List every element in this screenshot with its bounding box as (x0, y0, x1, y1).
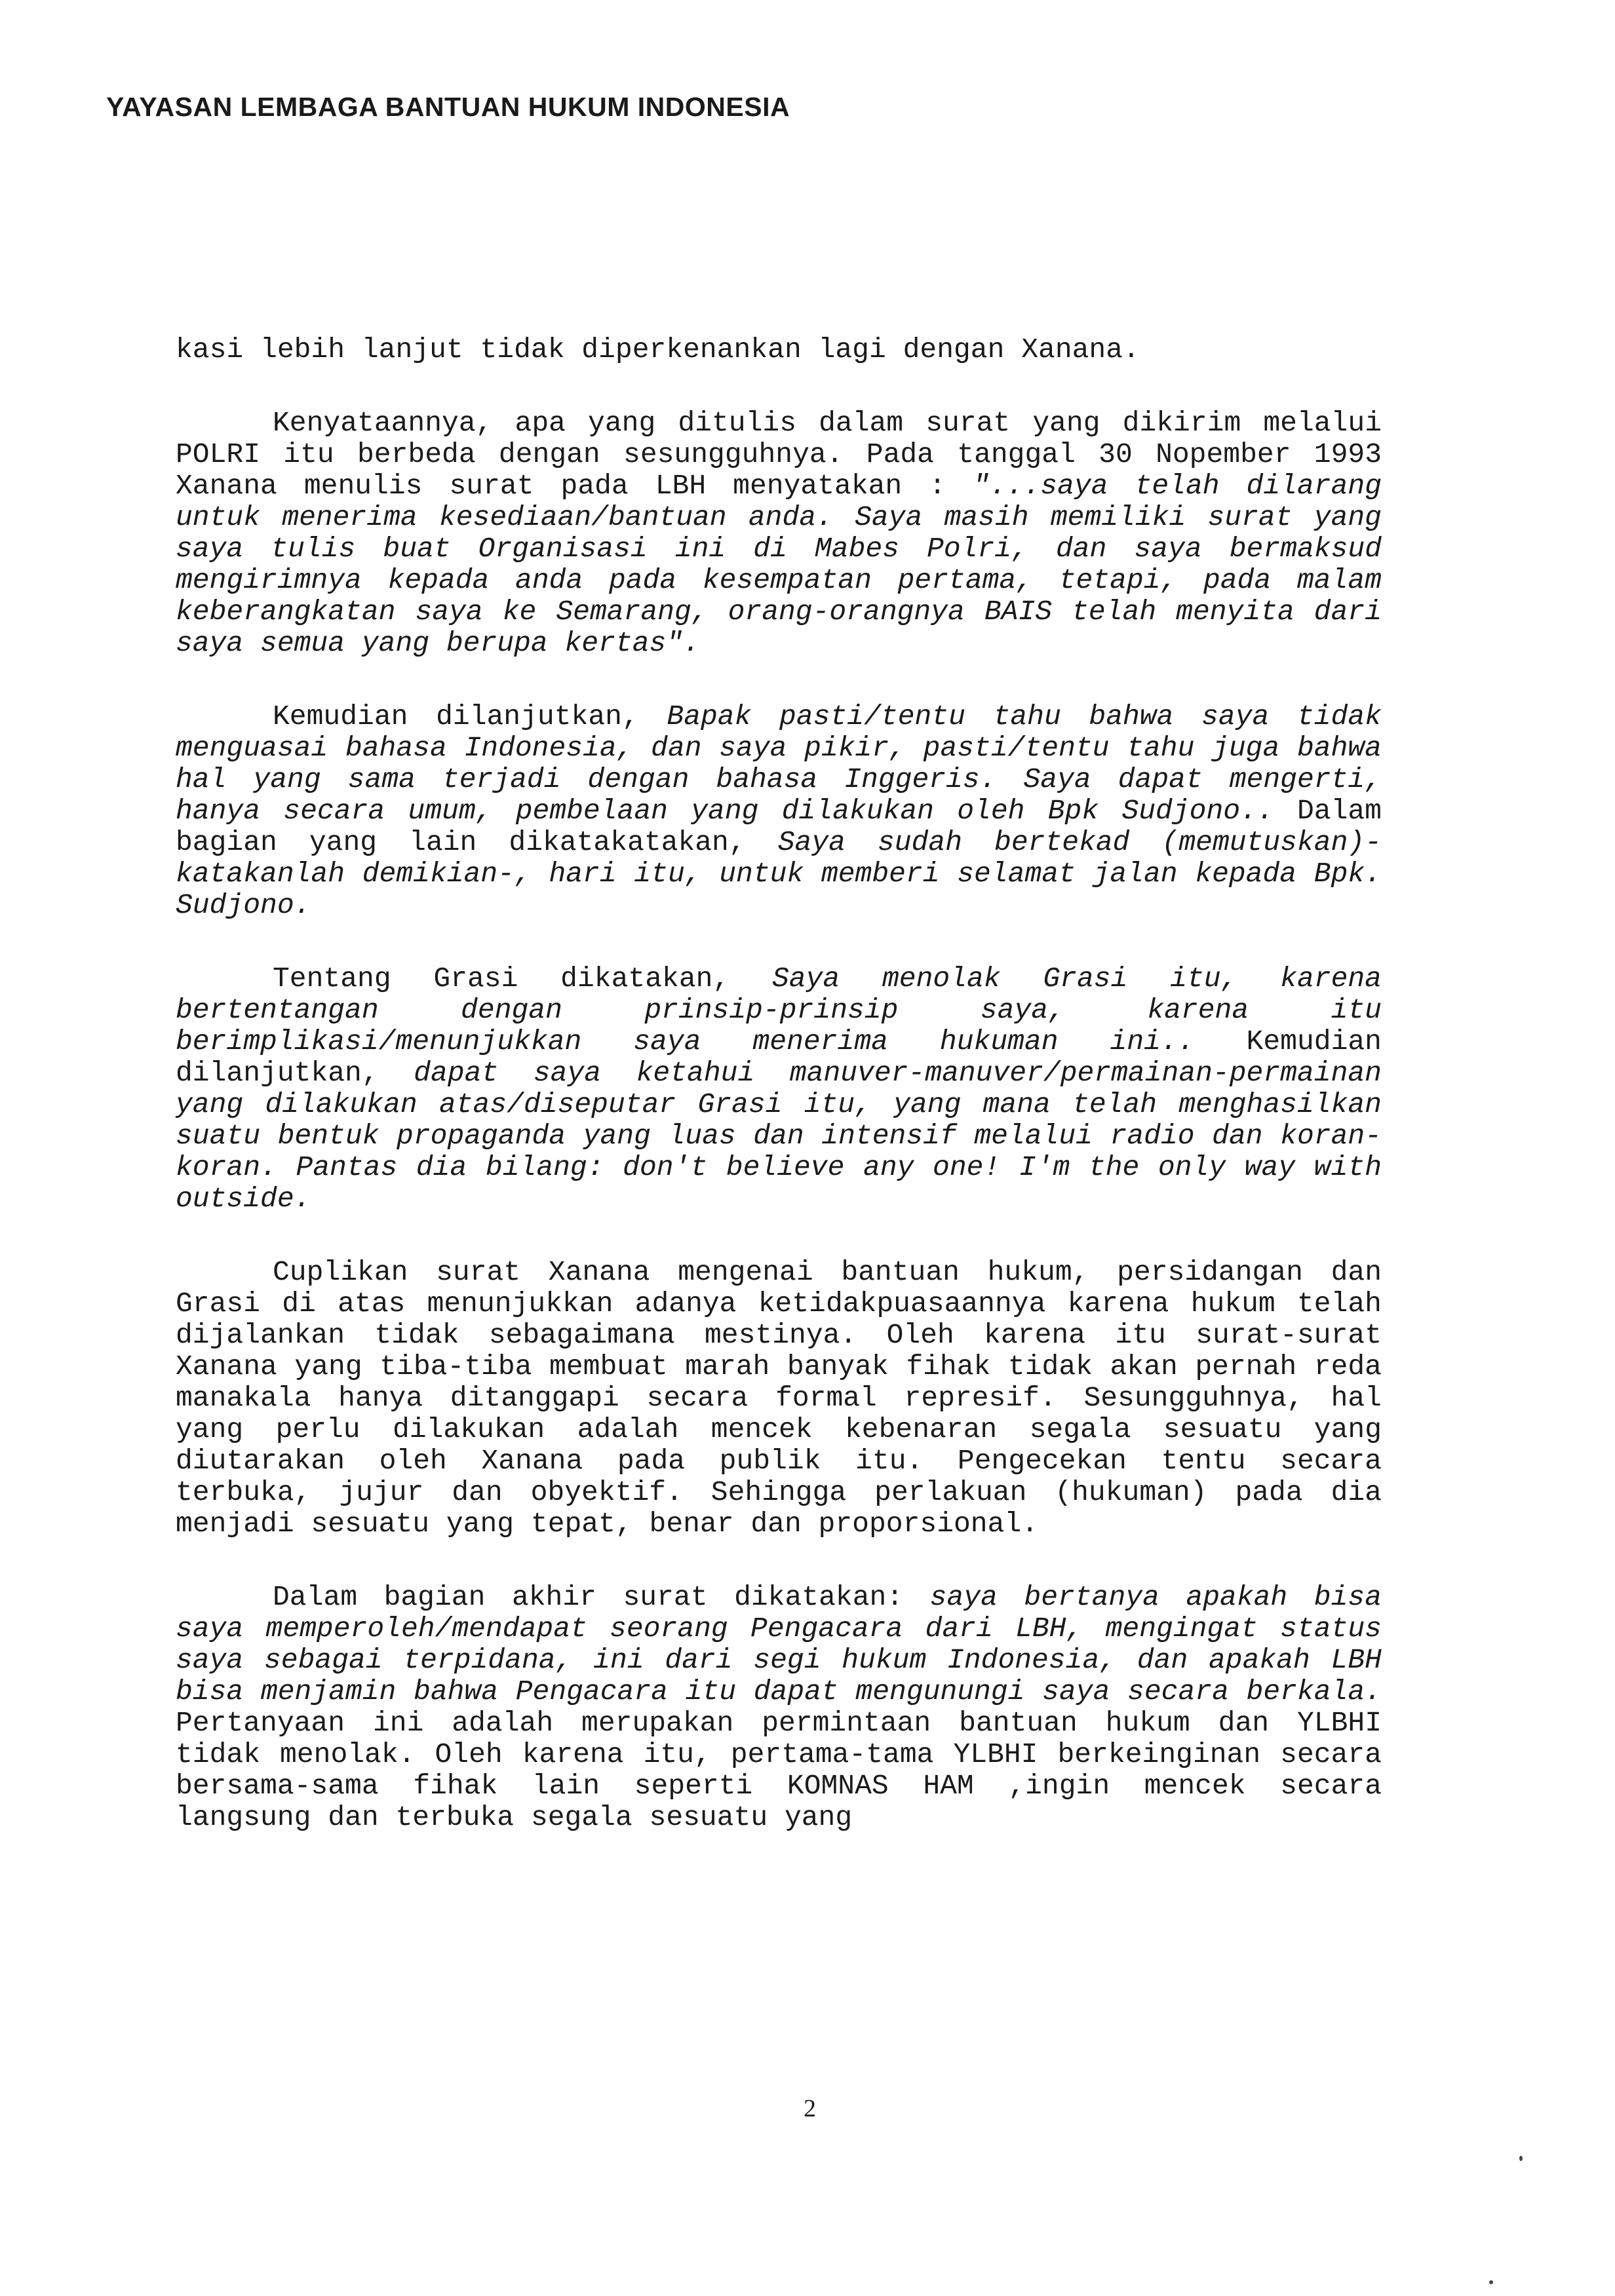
letter-body (176, 334, 1382, 1833)
scan-speck (1489, 2280, 1493, 2284)
paragraph-3-quote-b: Saya sudah bertekad (memutuskan)-katakanlah demikian-, hari itu, untuk memberi selamat jalan kepada Bpk. Sudjono. (176, 826, 1382, 921)
paragraph-6 (176, 1582, 1382, 1833)
page-number: 2 (804, 2095, 816, 2122)
paragraph-4-text-a: Tentang Grasi dikatakan, (273, 963, 772, 995)
letterhead: YAYASAN LEMBAGA BANTUAN HUKUM INDONESIA (106, 92, 790, 122)
paragraph-2-text: Kenyataannya, apa yang ditulis dalam surat yang dikirim melalui POLRI itu berbeda dengan sesungguhnya. Pada tanggal 30 Nopember 1993 Xanana menulis surat pada LBH menyatakan : (176, 407, 1382, 502)
paragraph-4-quote-b: dapat saya ketahui manuver-manuver/permainan-permainan yang dilakukan atas/diseputar Grasi itu, yang mana telah menghasilkan suatu bentuk propaganda yang luas dan intensif melalui radio dan koran-koran. Pantas dia bilang: don't believe any one! I'm the only way with outside. (176, 1057, 1382, 1215)
paragraph-2-quote: "...saya telah dilarang untuk menerima kesediaan/bantuan anda. Saya masih memiliki surat yang saya tulis buat Organisasi ini di Mabes Polri, dan saya bermaksud mengirimnya kepada anda pada kesempatan pertama, tetapi, pada malam keberangkatan saya ke Semarang, orang-orangnya BAIS telah menyita dari saya semua yang berupa kertas". (176, 470, 1382, 659)
paragraph-2 (176, 408, 1382, 659)
paragraph-5: Cuplikan surat Xanana mengenai bantuan hukum, persidangan dan Grasi di atas menunjukkan adanya ketidakpuasaannya karena hukum telah dijalankan tidak sebagaimana mestinya. Oleh karena itu surat-surat Xanana yang tiba-tiba membuat marah banyak fihak tidak akan pernah reda manakala hanya ditanggapi secara formal represif. Sesungguhnya, hal yang perlu dilakukan adalah mencek kebenaran segala sesuatu yang diutarakan oleh Xanana pada publik itu. Pengecekan tentu secara terbuka, jujur dan obyektif. Sehingga perlakuan (hukuman) pada dia menjadi sesuatu yang tepat, benar dan proporsional. (176, 1256, 1382, 1540)
paragraph-6-quote: saya bertanya apakah bisa saya memperoleh/mendapat seorang Pengacara dari LBH, mengingat status saya sebagai terpidana, ini dari segi hukum Indonesia, dan apakah LBH bisa menjamin bahwa Pengacara itu dapat mengunungi saya secara berkala. (176, 1581, 1382, 1708)
paragraph-3 (176, 701, 1382, 921)
paragraph-3-text-a: Kemudian dilanjutkan, (273, 700, 667, 733)
scan-speck (1519, 2156, 1523, 2161)
paragraph-3-quote-a: Bapak pasti/tentu tahu bahwa saya tidak menguasai bahasa Indonesia, dan saya pikir, pasti/tentu tahu juga bahwa hal yang sama terjadi dengan bahasa Inggeris. Saya dapat mengerti, hanya secara umum, pembelaan yang dilakukan oleh Bpk Sudjono.. (176, 700, 1382, 827)
paragraph-1: kasi lebih lanjut tidak diperkenankan lagi dengan Xanana. (176, 334, 1140, 366)
paragraph-6-text-a: Dalam bagian akhir surat dikatakan: (273, 1581, 930, 1613)
paragraph-3-text-b: Dalam bagian yang lain dikatakatakan, (176, 795, 1382, 858)
paragraph-6-text-b: Pertanyaan ini adalah merupakan permintaan bantuan hukum dan YLBHI tidak menolak. Oleh karena itu, pertama-tama YLBHI berkeinginan secara bersama-sama fihak lain seperti KOMNAS HAM ,ingin mencek secara langsung dan terbuka segala sesuatu yang (176, 1707, 1382, 1833)
paragraph-4-text-b: Kemudian dilanjutkan, (176, 1025, 1382, 1089)
paragraph-4-quote-a: Saya menolak Grasi itu, karena bertentangan dengan prinsip-prinsip saya, karena itu berimplikasi/menunjukkan saya menerima hukuman ini.. (176, 963, 1382, 1058)
paragraph-4 (176, 963, 1382, 1215)
